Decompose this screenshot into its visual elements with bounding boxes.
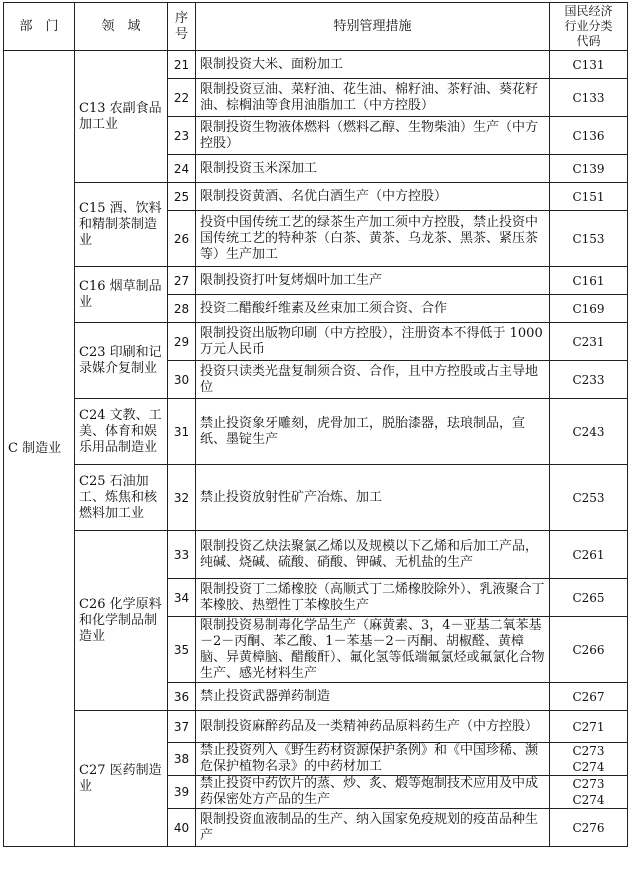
seq-cell: 21 (168, 51, 196, 79)
measures-table (3, 2, 628, 847)
code-cell: C169 (550, 295, 628, 323)
seq-cell: 32 (168, 465, 196, 531)
code-cell: C276 (550, 809, 628, 847)
seq-cell: 23 (168, 117, 196, 155)
header-code-line3: 代码 (576, 34, 601, 48)
code-cell: C273 C274 (550, 776, 628, 809)
code-cell: C131 (550, 51, 628, 79)
measure-cell: 禁止投资列入《野生药材资源保护条例》和《中国珍稀、濒危保护植物名录》的中药材加工 (196, 743, 550, 776)
industry-cell: C24 文教、工美、体育和娱乐用品制造业 (75, 399, 168, 465)
header-seq: 序号 (168, 3, 196, 51)
seq-cell: 36 (168, 683, 196, 711)
seq-cell: 35 (168, 617, 196, 683)
code-cell: C261 (550, 531, 628, 579)
industry-cell: C13 农副食品加工业 (75, 51, 168, 183)
table-row (4, 183, 628, 211)
seq-cell: 28 (168, 295, 196, 323)
code-cell: C233 (550, 361, 628, 399)
measure-cell: 限制投资黄酒、名优白酒生产（中方控股） (196, 183, 550, 211)
code-cell: C271 (550, 711, 628, 743)
header-measure: 特别管理措施 (196, 3, 550, 51)
code-cell: C136 (550, 117, 628, 155)
seq-cell: 30 (168, 361, 196, 399)
industry-cell: C15 酒、饮料和精制茶制造业 (75, 183, 168, 267)
table-row (4, 51, 628, 79)
table-row (4, 323, 628, 361)
measure-cell: 限制投资丁二烯橡胶（高顺式丁二烯橡胶除外）、乳液聚合丁苯橡胶、热塑性丁苯橡胶生产 (196, 579, 550, 617)
measure-cell: 禁止投资中药饮片的蒸、炒、炙、煅等炮制技术应用及中成药保密处方产品的生产 (196, 776, 550, 809)
code-cell: C231 (550, 323, 628, 361)
header-code-line2: 行业分类 (564, 19, 613, 33)
seq-cell: 26 (168, 211, 196, 267)
table-row (4, 465, 628, 531)
industry-cell: C26 化学原料和化学制品制造业 (75, 531, 168, 711)
measure-cell: 限制投资出版物印刷（中方控股），注册资本不得低于 1000 万元人民币 (196, 323, 550, 361)
seq-cell: 24 (168, 155, 196, 183)
code-cell: C151 (550, 183, 628, 211)
code-cell: C267 (550, 683, 628, 711)
header-code (550, 3, 628, 51)
code-cell: C265 (550, 579, 628, 617)
measure-cell: 限制投资乙炔法聚氯乙烯以及规模以下乙烯和后加工产品，纯碱、烧碱、硫酸、硝酸、钾碱、无机盐的生产 (196, 531, 550, 579)
code-cell: C153 (550, 211, 628, 267)
department-cell: C 制造业 (4, 51, 75, 847)
table-body (4, 51, 628, 847)
measure-cell: 限制投资打叶复烤烟叶加工生产 (196, 267, 550, 295)
measure-cell: 限制投资血液制品的生产、纳入国家免疫规划的疫苗品种生产 (196, 809, 550, 847)
header-dept: 部 门 (4, 3, 75, 51)
measure-cell: 禁止投资武器弹药制造 (196, 683, 550, 711)
seq-cell: 37 (168, 711, 196, 743)
header-code-line1: 国民经济 (564, 4, 613, 18)
measure-cell: 禁止投资放射性矿产冶炼、加工 (196, 465, 550, 531)
code-cell: C133 (550, 79, 628, 117)
code-cell: C273 C274 (550, 743, 628, 776)
industry-cell: C27 医药制造业 (75, 711, 168, 847)
seq-cell: 40 (168, 809, 196, 847)
measure-cell: 限制投资生物液体燃料（燃料乙醇、生物柴油）生产（中方控股） (196, 117, 550, 155)
code-cell: C243 (550, 399, 628, 465)
seq-cell: 29 (168, 323, 196, 361)
table-row (4, 531, 628, 579)
measure-cell: 投资中国传统工艺的绿茶生产加工须中方控股，禁止投资中国传统工艺的特种茶（白茶、黄茶、乌龙茶、黑茶、紧压茶等）生产加工 (196, 211, 550, 267)
seq-cell: 25 (168, 183, 196, 211)
seq-cell: 38 (168, 743, 196, 776)
code-cell: C266 (550, 617, 628, 683)
code-cell: C139 (550, 155, 628, 183)
seq-cell: 22 (168, 79, 196, 117)
measure-cell: 限制投资易制毒化学品生产（麻黄素、3，4－亚基二氧苯基－2－丙酮、苯乙酸、1－苯基－2－丙酮、胡椒醛、黄樟脑、异黄樟脑、醋酸酐）、氟化氢等低端氟氯烃或氟氯化合物生产、感光材料生产 (196, 617, 550, 683)
header-industry: 领 域 (75, 3, 168, 51)
industry-cell: C16 烟草制品业 (75, 267, 168, 323)
code-cell: C161 (550, 267, 628, 295)
measure-cell: 限制投资麻醉药品及一类精神药品原料药生产（中方控股） (196, 711, 550, 743)
measure-cell: 限制投资大米、面粉加工 (196, 51, 550, 79)
header-row (4, 3, 628, 51)
measure-cell: 限制投资豆油、菜籽油、花生油、棉籽油、茶籽油、葵花籽油、棕榈油等食用油脂加工（中方控股） (196, 79, 550, 117)
seq-cell: 27 (168, 267, 196, 295)
measure-cell: 限制投资玉米深加工 (196, 155, 550, 183)
code-cell: C253 (550, 465, 628, 531)
seq-cell: 39 (168, 776, 196, 809)
seq-cell: 33 (168, 531, 196, 579)
table-row (4, 399, 628, 465)
table-row (4, 267, 628, 295)
measure-cell: 禁止投资象牙雕刻，虎骨加工，脱胎漆器，珐琅制品，宣纸、墨锭生产 (196, 399, 550, 465)
seq-cell: 34 (168, 579, 196, 617)
industry-cell: C25 石油加工、炼焦和核燃料加工业 (75, 465, 168, 531)
seq-cell: 31 (168, 399, 196, 465)
industry-cell: C23 印刷和记录媒介复制业 (75, 323, 168, 399)
measure-cell: 投资二醋酸纤维素及丝束加工须合资、合作 (196, 295, 550, 323)
measure-cell: 投资只读类光盘复制须合资、合作，且中方控股或占主导地位 (196, 361, 550, 399)
table-row (4, 711, 628, 743)
